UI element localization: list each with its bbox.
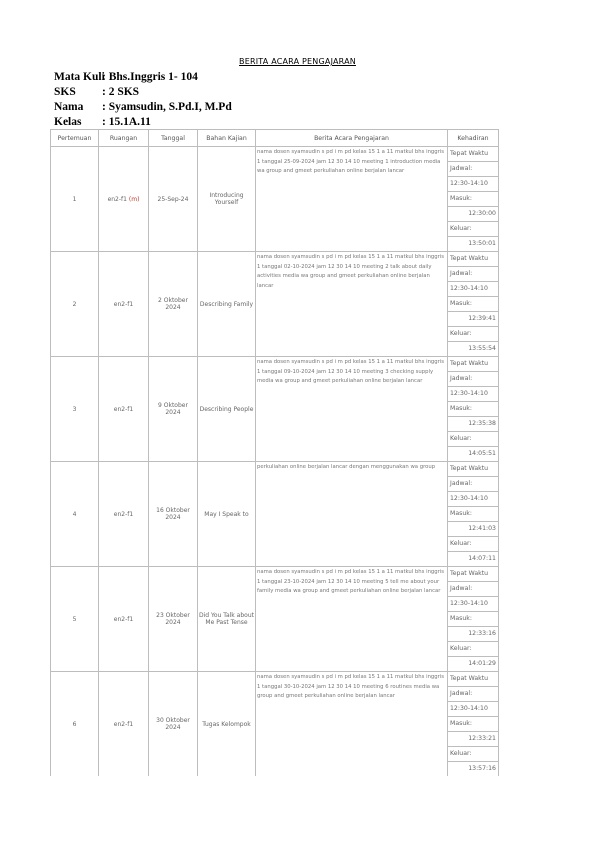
meta-row-name	[54, 100, 232, 115]
attendance-masuk-value: 12:30:00	[448, 207, 498, 222]
meta-value: : 15.1A.11	[102, 116, 151, 128]
attendance-jadwal-value: 12:30-14:10	[448, 702, 498, 717]
attendance-keluar-value: 14:05:51	[468, 450, 496, 457]
cell-berita-acara: nama dosen syamsudin s pd i m pd kelas 15 1 a 11 matkul bhs inggris 1 tanggal 25-09-2024 jam 12 30 14 10 meeting 1 introduction media wa group and gmeet perkuliahan online berjalan lancar	[256, 147, 448, 252]
meta-row-class	[54, 115, 232, 130]
room-code: en2-f1	[113, 615, 134, 623]
cell-berita-acara: nama dosen syamsudin s pd i m pd kelas 15 1 a 11 matkul bhs inggris 1 tanggal 09-10-2024 jam 12 30 14 10 meeting 3 checking supply media wa group and gmeet perkuliahan online berjalan lancar	[256, 357, 448, 462]
attendance-masuk-label: Masuk:	[448, 402, 498, 417]
room-code: en2-f1	[107, 195, 127, 203]
cell-pertemuan: 3	[51, 357, 99, 462]
header-berita-acara: Berita Acara Pengajaran	[256, 130, 448, 147]
cell-kehadiran	[448, 462, 499, 567]
room-mark: (m)	[128, 195, 140, 203]
table-row	[51, 357, 499, 462]
attendance-jadwal-value: 12:30-14:10	[448, 387, 498, 402]
cell-kehadiran	[448, 567, 499, 672]
attendance-jadwal-value: 12:30-14:10	[448, 492, 498, 507]
cell-bahan-kajian: Did You Talk about Me Past Tense	[198, 567, 256, 672]
header-pertemuan: Pertemuan	[51, 130, 99, 147]
cell-bahan-kajian: May I Speak to	[198, 462, 256, 567]
attendance-keluar-value: 14:01:29	[468, 660, 496, 667]
document-title: BERITA ACARA PENGAJARAN	[239, 57, 356, 66]
room-code: en2-f1	[113, 720, 134, 728]
cell-kehadiran	[448, 252, 499, 357]
table-row	[51, 147, 499, 252]
cell-berita-acara: nama dosen syamsudin s pd i m pd kelas 15 1 a 11 matkul bhs inggris 1 tanggal 23-10-2024 jam 12 30 14 10 meeting 5 tell me about your family media wa group and gmeet perkuliahan online berjalan lancar	[256, 567, 448, 672]
cell-pertemuan: 6	[51, 672, 99, 777]
header-tanggal: Tanggal	[149, 130, 198, 147]
cell-bahan-kajian: Introducing Yourself	[198, 147, 256, 252]
attendance-keluar-value: 14:07:11	[468, 555, 496, 562]
cell-bahan-kajian: Describing Family	[198, 252, 256, 357]
room-code: en2-f1	[113, 405, 134, 413]
cell-ruangan	[99, 147, 149, 252]
cell-pertemuan: 1	[51, 147, 99, 252]
meta-value: : 2 SKS	[102, 86, 140, 98]
attendance-keluar-value: 13:50:01	[468, 240, 496, 247]
meta-label: SKS	[54, 86, 76, 98]
cell-kehadiran	[448, 672, 499, 777]
room-code: en2-f1	[113, 300, 134, 308]
cell-berita-acara: nama dosen syamsudin s pd i m pd kelas 15 1 a 11 matkul bhs inggris 1 tanggal 30-10-2024 jam 12 30 14 10 meeting 6 routines media wa group and gmeet perkuliahan online berjalan lancar	[256, 672, 448, 777]
attendance-keluar-label: Keluar:	[448, 222, 498, 237]
attendance-status: Tepat Waktu	[448, 357, 498, 372]
meta-label: Mata Kuli	[54, 71, 105, 83]
attendance-status: Tepat Waktu	[448, 147, 498, 162]
meta-row-course	[54, 70, 232, 85]
cell-pertemuan: 2	[51, 252, 99, 357]
attendance-keluar-label: Keluar:	[448, 432, 498, 447]
attendance-masuk-value: 12:33:21	[448, 732, 498, 747]
attendance-jadwal-label: Jadwal:	[448, 267, 498, 282]
cell-pertemuan: 5	[51, 567, 99, 672]
attendance-masuk-value: 12:33:16	[448, 627, 498, 642]
cell-ruangan	[99, 357, 149, 462]
attendance-masuk-label: Masuk:	[448, 507, 498, 522]
meta-value: : Syamsudin, S.Pd.I, M.Pd	[102, 101, 232, 113]
meta-value: : Bhs.Inggris 1- 104	[102, 71, 198, 83]
meta-label: Nama	[54, 101, 84, 113]
cell-bahan-kajian: Describing People	[198, 357, 256, 462]
attendance-keluar-value: 13:55:54	[468, 345, 496, 352]
attendance-jadwal-label: Jadwal:	[448, 582, 498, 597]
cell-tanggal: 30 Oktober 2024	[149, 672, 198, 777]
attendance-masuk-value: 12:39:41	[448, 312, 498, 327]
attendance-masuk-value: 12:35:38	[448, 417, 498, 432]
header-kehadiran: Kehadiran	[448, 130, 499, 147]
document-meta	[54, 70, 232, 130]
attendance-masuk-label: Masuk:	[448, 717, 498, 732]
table-row	[51, 672, 499, 777]
attendance-status: Tepat Waktu	[448, 567, 498, 582]
attendance-jadwal-label: Jadwal:	[448, 372, 498, 387]
cell-kehadiran	[448, 357, 499, 462]
table-row	[51, 567, 499, 672]
cell-berita-acara: nama dosen syamsudin s pd i m pd kelas 15 1 a 11 matkul bhs inggris 1 tanggal 02-10-2024 jam 12 30 14 10 meeting 2 talk about daily activities media wa group and gmeet perkuliahan online berjalan lancar	[256, 252, 448, 357]
cell-ruangan	[99, 567, 149, 672]
attendance-jadwal-value: 12:30-14:10	[448, 177, 498, 192]
cell-bahan-kajian: Tugas Kelompok	[198, 672, 256, 777]
meta-row-sks	[54, 85, 232, 100]
cell-ruangan	[99, 672, 149, 777]
attendance-keluar-label: Keluar:	[448, 327, 498, 342]
page-bottom-margin	[0, 776, 595, 842]
cell-kehadiran	[448, 147, 499, 252]
attendance-keluar-label: Keluar:	[448, 642, 498, 657]
table-header-row	[51, 130, 499, 147]
cell-tanggal: 9 Oktober 2024	[149, 357, 198, 462]
header-ruangan: Ruangan	[99, 130, 149, 147]
table-row	[51, 252, 499, 357]
cell-berita-acara: perkuliahan online berjalan lancar dengan menggunakan wa group	[256, 462, 448, 567]
attendance-keluar-label: Keluar:	[448, 747, 498, 762]
attendance-keluar-label: Keluar:	[448, 537, 498, 552]
cell-tanggal: 16 Oktober 2024	[149, 462, 198, 567]
attendance-masuk-label: Masuk:	[448, 297, 498, 312]
attendance-status: Tepat Waktu	[448, 462, 498, 477]
room-code: en2-f1	[113, 510, 134, 518]
attendance-jadwal-label: Jadwal:	[448, 477, 498, 492]
attendance-jadwal-label: Jadwal:	[448, 687, 498, 702]
attendance-masuk-value: 12:41:03	[448, 522, 498, 537]
cell-tanggal: 23 Oktober 2024	[149, 567, 198, 672]
attendance-status: Tepat Waktu	[448, 252, 498, 267]
header-bahan-kajian: Bahan Kajian	[198, 130, 256, 147]
meta-label: Kelas	[54, 116, 82, 128]
table-row	[51, 462, 499, 567]
attendance-jadwal-value: 12:30-14:10	[448, 597, 498, 612]
attendance-masuk-label: Masuk:	[448, 612, 498, 627]
cell-tanggal: 2 Oktober 2024	[149, 252, 198, 357]
attendance-status: Tepat Waktu	[448, 672, 498, 687]
cell-ruangan	[99, 252, 149, 357]
attendance-keluar-value: 13:57:16	[468, 765, 496, 772]
cell-ruangan	[99, 462, 149, 567]
attendance-table	[50, 129, 499, 823]
cell-tanggal: 25-Sep-24	[149, 147, 198, 252]
cell-pertemuan: 4	[51, 462, 99, 567]
attendance-jadwal-value: 12:30-14:10	[448, 282, 498, 297]
attendance-masuk-label: Masuk:	[448, 192, 498, 207]
attendance-jadwal-label: Jadwal:	[448, 162, 498, 177]
